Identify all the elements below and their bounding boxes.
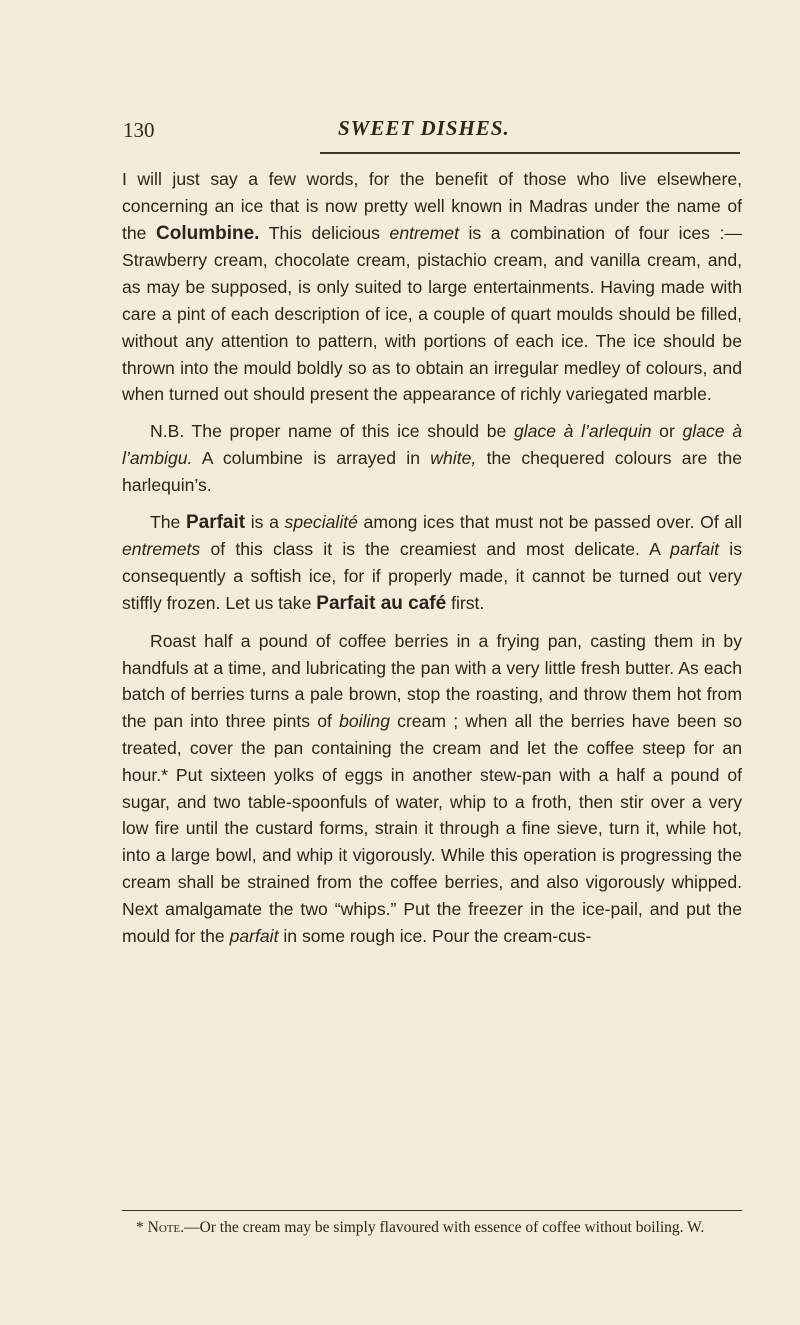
footnote-rule bbox=[122, 1210, 742, 1211]
running-head: SWEET DISHES. bbox=[338, 116, 510, 140]
footnote-label: Note. bbox=[147, 1219, 185, 1236]
paragraph-parfait: The Parfait is a specialité among ices that must not be passed over. Of all entremets of this class it is the creamiest and most delicate. A parfait is consequently a softish ice, for if properly made, it cannot be turned out very stiffly frozen. Let us take Parfait au café first. bbox=[122, 511, 742, 614]
page-header bbox=[0, 112, 800, 152]
body-text bbox=[122, 166, 742, 949]
paragraph-columbine: I will just say a few words, for the benefit of those who live elsewhere, concerning an ice that is now pretty well known in Madras under the name of the Columbine. This delicious entremet is a combination of four ices :—Strawberry cream, chocolate cream, pistachio cream, and vanilla cream, and, as may be supposed, is only suited to large entertainments. Having made with care a pint of each description of ice, a couple of quart moulds should be filled, without any attention to pattern, with portions of each ice. The ice should be thrown into the mould boldly so as to obtain an irregular medley of colours, and when turned out should present the appearance of richly variegated marble. bbox=[122, 169, 742, 405]
paragraph-recipe: Roast half a pound of coffee berries in a frying pan, casting them in by handfuls at a time, and lubricating the pan with a very little fresh butter. As each batch of berries turns a pale brown, stop the roasting, and throw them hot from the pan into three pints of boiling cream ; when all the berries have been so treated, cover the pan containing the cream and let the coffee steep for an hour.* Put sixteen yolks of eggs in another stew-pan with a half a pound of sugar, and two table-spoonfuls of water, whip to a froth, then stir over a very low fire until the custard forms, strain it through a fine sieve, turn it, while hot, into a large bowl, and whip it vigorously. While this operation is progressing the cream shall be strained from the coffee berries, and also vigorously whipped. Next amalgamate the two “whips.” Put the freezer in the ice-pail, and put the mould for the parfait in some rough ice. Pour the cream-cus- bbox=[122, 630, 742, 946]
paragraph-nb: N.B. The proper name of this ice should be glace à l’arlequin or glace à l’ambigu. A columbine is arrayed in white, the chequered colours are the harlequin’s. bbox=[122, 421, 743, 495]
footnote: * Note.—Or the cream may be simply flavoured with essence of coffee without boiling. W. bbox=[136, 1219, 705, 1236]
term-columbine: Columbine. bbox=[156, 222, 260, 244]
header-rule bbox=[320, 152, 740, 154]
term-parfait-au-cafe: Parfait au café bbox=[316, 592, 447, 614]
page-number: 130 bbox=[123, 118, 155, 142]
term-parfait: Parfait bbox=[185, 511, 246, 533]
